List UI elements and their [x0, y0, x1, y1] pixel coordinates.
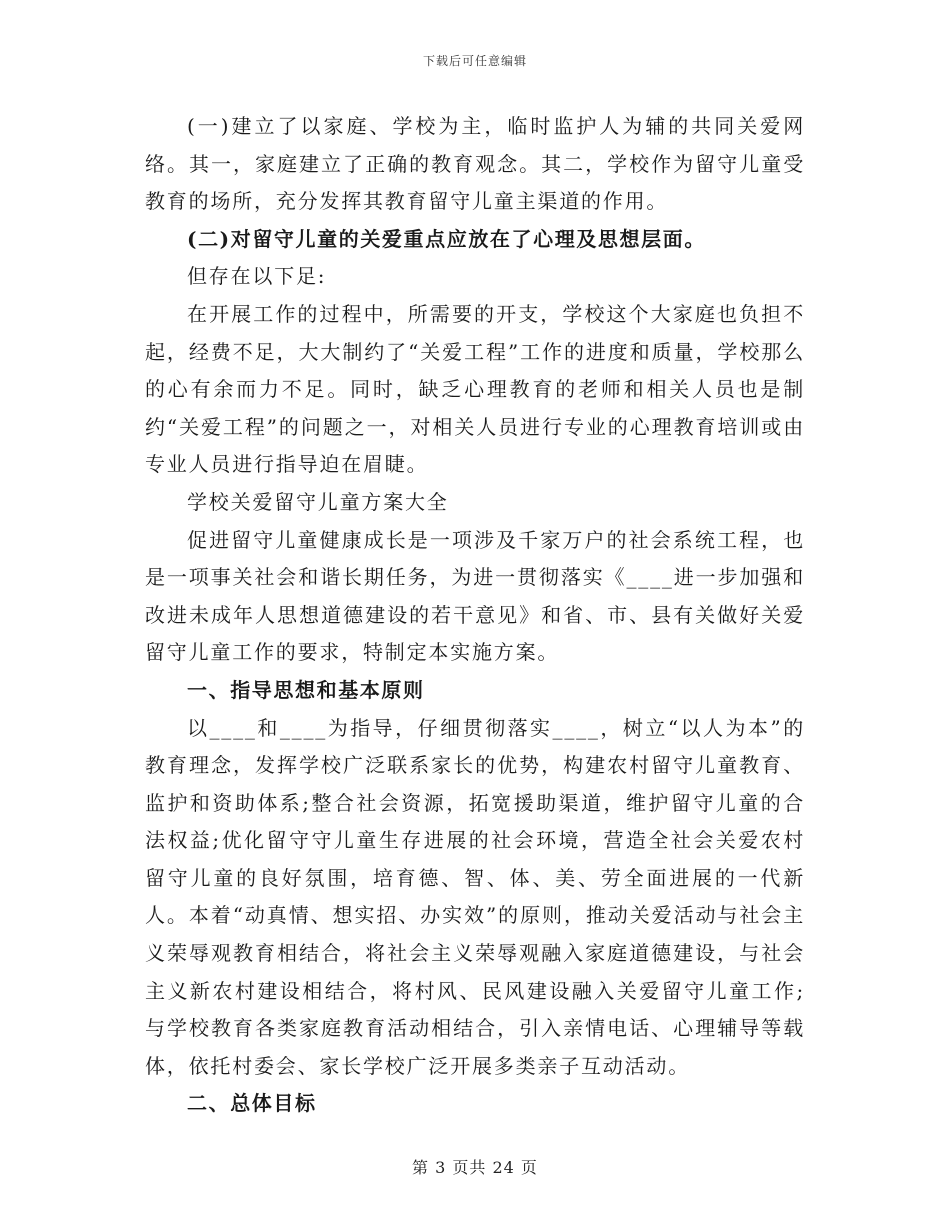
page-header: 下载后可任意编辑 [422, 54, 527, 68]
heading-overall-goal: 二、总体目标 [187, 1091, 317, 1116]
paragraph-guiding-principles: 以____和____为指导，仔细贯彻落实____，树立“以人为本”的教育理念，发挥学校广泛联系家长的优势，构建农村留守儿童教育、监护和资助体系;整合社会资源，拓宽援助渠道，维护留守儿童的合法权益;优化留守守儿童生存进展的社会环境，营造全社会关爱农村留守儿童的良好氛围，培育德、智、体、美、劳全面进展的一代新人。本着“动真情、想实招、办实效”的原则，推动关爱活动与社会主义荣辱观教育相结合，将社会主义荣辱观融入家庭道德建设，与社会主义新农村建设相结合，将村风、民风建设融入关爱留守儿童工作;与学校教育各类家庭教育活动相结合，引入亲情电话、心理辅导等载体，依托村委会、家长学校广泛开展多类亲子互动活动。 [145, 715, 805, 1078]
document-body [145, 108, 805, 1123]
paragraph-plan-title: 学校关爱留守儿童方案大全 [187, 489, 449, 514]
paragraph-shortcomings-intro: 但存在以下足: [187, 264, 327, 289]
paragraph-plan-intro: 促进留守儿童健康成长是一项涉及千家万户的社会系统工程，也是一项事关社会和谐长期任务，为进一贯彻落实《____进一步加强和改进未成年人思想道德建设的若干意见》和省、市、县有关做好关爱留守儿童工作的要求，特制定本实施方案。 [145, 527, 805, 665]
heading-focus-psychology: (二)对留守儿童的关爱重点应放在了心理及思想层面。 [187, 226, 706, 251]
page-footer: 第 3 页共 24 页 [412, 1158, 538, 1177]
paragraph-network: (一)建立了以家庭、学校为主，临时监护人为辅的共同关爱网络。其一，家庭建立了正确的教育观念。其二，学校作为留守儿童受教育的场所，充分发挥其教育留守儿童主渠道的作用。 [145, 114, 805, 214]
paragraph-shortcomings: 在开展工作的过程中，所需要的开支，学校这个大家庭也负担不起，经费不足，大大制约了“关爱工程”工作的进度和质量，学校那么的心有余而力不足。同时，缺乏心理教育的老师和相关人员也是制约“关爱工程”的问题之一，对相关人员进行专业的心理教育培训或由专业人员进行指导迫在眉睫。 [145, 301, 805, 477]
heading-guiding-principles: 一、指导思想和基本原则 [187, 677, 425, 702]
